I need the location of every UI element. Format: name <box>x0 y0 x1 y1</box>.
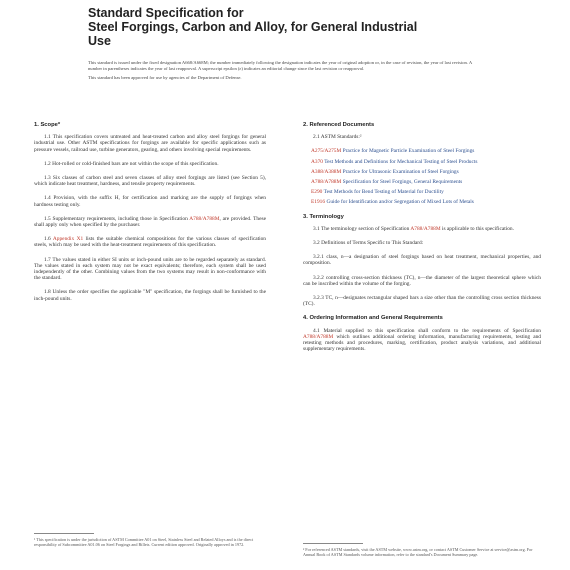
paragraph-1-3: 1.3 Six classes of carbon steel and seven classes of alloy steel forgings are listed (see Section 5), which indicate heat treatment, hardness, and tensile property requirements. <box>34 175 266 188</box>
paragraph-4-1 <box>303 328 541 353</box>
footnote-right: ² For referenced ASTM standards, visit the ASTM website, www.astm.org, or contact ASTM Customer Service at service@astm.org. For Annual Book of ASTM Standards volume information, refer to the standard's Document Summary page. <box>303 547 533 557</box>
reference-title-link[interactable]: Test Methods and Definitions for Mechanical Testing of Steel Products <box>324 158 478 165</box>
right-column <box>303 122 541 360</box>
appendix-link-x1[interactable]: Appendix X1 <box>52 236 84 243</box>
spec-link-a788-terminology[interactable]: A788/A788M <box>410 225 441 232</box>
designation-note: This standard is issued under the fixed designation A668/A668M; the number immediately following the designation indicates the year of original adoption or, in the case of revision, the year of last revision. A number in parentheses indicates the year of last reapproval. A superscript epsilon (ε) indicates an editorial change since the last revision or reapproval. <box>88 60 472 71</box>
reference-item <box>311 179 541 185</box>
paragraph-1-1: 1.1 This specification covers untreated and heat-treated carbon and alloy steel forgings for general industrial use. Other ASTM specifications for forgings are available for specific applications such as pressure vessels, railroad use, turbine generators, gearing, and others involving special requirements. <box>34 134 266 153</box>
paragraph-1-5-text-a: 1.5 Supplementary requirements, including those in Specification <box>44 215 190 222</box>
title-line-3: Use <box>88 34 111 48</box>
reference-title-link[interactable]: Practice for Ultrasonic Examination of Steel Forgings <box>342 168 459 175</box>
paragraph-3-1 <box>303 226 541 232</box>
footnote-divider-right <box>303 543 363 544</box>
dod-approval-note: This standard has been approved for use by agencies of the Department of Defense. <box>88 75 242 81</box>
paragraph-1-7: 1.7 The values stated in either SI units or inch-pound units are to be regarded separately as standard. The values stated in each system may not be exact equivalents; therefore, each system shall be used independently of the other. Combining values from the two systems may result in non-conformance with the standard. <box>34 256 266 282</box>
reference-code-link[interactable]: A388/A388M <box>311 168 342 175</box>
spec-link-a788-ordering[interactable]: A788/A788M <box>303 333 334 340</box>
reference-title-link[interactable]: Guide for Identification and/or Segregation of Mixed Lots of Metals <box>326 199 474 206</box>
paragraph-4-1-text-b: which outlines additional ordering information, manufacturing requirements, testing and retesting methods and procedures, marking, certification, product analysis variations, and additional supplementary requirements. <box>303 333 541 353</box>
title-line-2: Steel Forgings, Carbon and Alloy, for General Industrial <box>88 20 418 34</box>
paragraph-3-1-text-a: 3.1 The terminology section of Specification <box>313 225 411 232</box>
reference-item <box>311 148 541 154</box>
reference-code-link[interactable]: E290 <box>311 189 323 196</box>
reference-code-link[interactable]: E1916 <box>311 199 326 206</box>
paragraph-1-8: 1.8 Unless the order specifies the applicable "M" specification, the forgings shall be furnished to the inch-pound units. <box>34 289 266 302</box>
reference-title-link[interactable]: Test Methods for Bend Testing of Material for Ductility <box>323 189 444 196</box>
paragraph-3-1-text-b: is applicable to this specification. <box>440 225 514 232</box>
document-title <box>88 6 508 48</box>
paragraph-1-5-text-b: , are provided. These shall apply only when specified by the purchaser. <box>34 215 266 229</box>
footnote-left: ¹ This specification is under the jurisdiction of ASTM Committee A01 on Steel, Stainless Steel and Related Alloys and is the direct responsibility of Subcommittee A01.06 on Steel Forgings and Billets. Current edition approved. Originally approved in 1972. <box>34 537 254 547</box>
reference-list <box>303 148 541 205</box>
reference-item <box>311 169 541 175</box>
paragraph-2-1: 2.1 ASTM Standards:² <box>313 134 362 141</box>
title-line-1: Standard Specification for <box>88 6 244 20</box>
paragraph-4-1-text-a: 4.1 Material supplied to this specification shall conform to the requirements of Specification <box>313 327 541 334</box>
paragraph-1-5 <box>34 216 266 228</box>
paragraph-3-2: 3.2 Definitions of Terms Specific to This Standard: <box>313 240 424 247</box>
intro-notes <box>88 60 483 85</box>
reference-code-link[interactable]: A370 <box>311 158 323 165</box>
paragraph-1-4: 1.4 Provision, with the suffix H, for certification and marking are the supply of forgings when hardness testing only. <box>34 195 266 208</box>
section-heading-terminology: 3. Terminology <box>303 213 344 220</box>
paragraph-1-2: 1.2 Hot-rolled or cold-finished bars are not within the scope of this specification. <box>44 160 219 167</box>
section-heading-referenced-documents: 2. Referenced Documents <box>303 122 375 128</box>
paragraph-3-2-2: 3.2.2 controlling cross-section thickness (TC), n—the diameter of the largest theoretical sphere which can be inscribed within the volume of the forging. <box>303 274 541 287</box>
paragraph-3-2-3: 3.2.3 TC, n—designates rectangular shaped bars a size other than the controlling cross section thickness (TC). <box>303 295 541 308</box>
reference-code-link[interactable]: A275/A275M <box>311 148 342 155</box>
paragraph-1-6-text-a: 1.6 <box>44 236 53 243</box>
paragraph-1-6 <box>34 236 266 248</box>
left-column <box>34 122 266 310</box>
spec-link-a788[interactable]: A788/A788M <box>189 215 220 222</box>
paragraph-1-6-text-b: lists the suitable chemical compositions for the various classes of specification steels, which may be used with the heat-treatment requirements of this specification. <box>34 236 267 249</box>
reference-title-link[interactable]: Practice for Magnetic Particle Examination of Steel Forgings <box>342 148 475 155</box>
paragraph-3-2-1: 3.2.1 class, n—a designation of steel forgings based on heat treatment, mechanical properties, and composition. <box>303 254 541 267</box>
reference-code-link[interactable]: A788/A788M <box>311 179 342 186</box>
footnote-divider-left <box>34 533 94 534</box>
reference-title-link[interactable]: Specification for Steel Forgings, General Requirements <box>342 179 463 186</box>
reference-item <box>311 159 541 165</box>
reference-item <box>311 199 541 205</box>
section-heading-scope: 1. Scope* <box>34 122 61 128</box>
section-heading-ordering-information: 4. Ordering Information and General Requirements <box>303 315 443 322</box>
reference-item <box>311 189 541 195</box>
